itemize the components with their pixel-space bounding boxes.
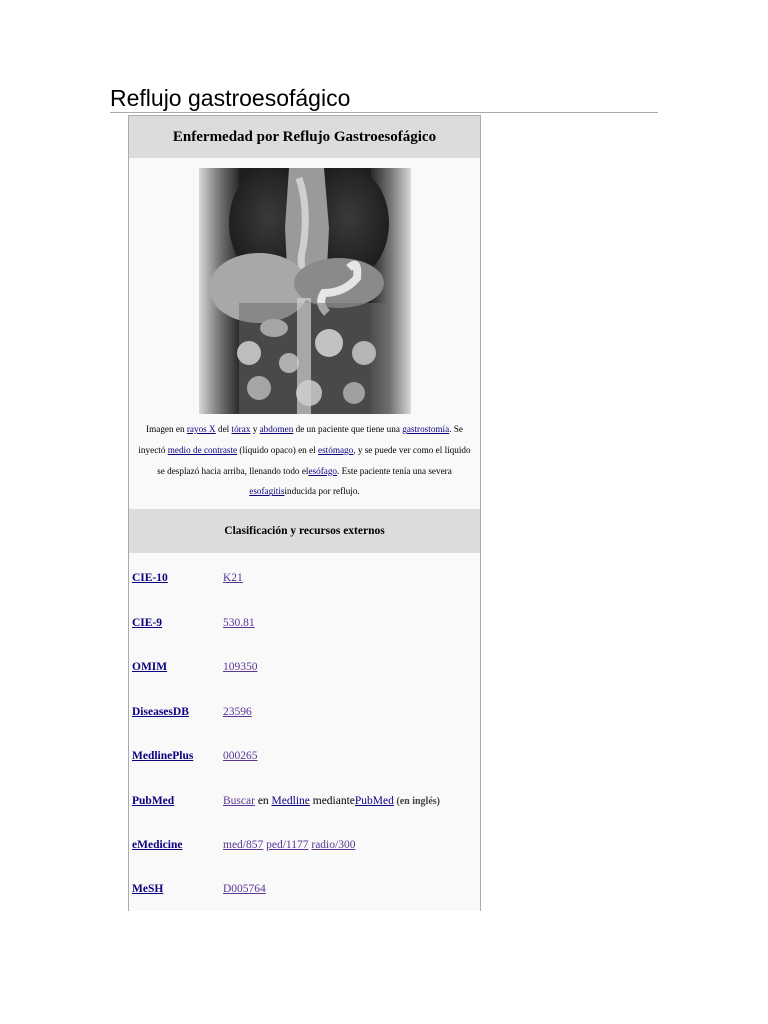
value-medlineplus-link[interactable]: 000265 [223,750,258,762]
label-emedicine-link[interactable]: eMedicine [132,839,183,851]
caption-text: y [250,424,260,434]
caption-text: . Se inyectó [138,424,463,455]
row-diseasesdb [129,706,480,726]
row-cie-10 [129,572,480,592]
caption-text: . Este paciente tenía una severa [337,465,452,476]
link-rayos-x[interactable]: rayos X [186,424,216,434]
emedicine-med-link[interactable]: med/857 [223,839,264,851]
value-cie-9-link[interactable]: 530.81 [223,617,255,629]
link-medio-de-contraste[interactable]: medio de contraste [167,444,238,455]
section-header-classification: Clasificación y recursos externos [129,509,480,553]
label-cie-9-link[interactable]: CIE-9 [132,617,163,629]
link-abdomen[interactable]: abdomen [259,424,294,434]
caption-text: de un paciente que tiene una [293,424,403,434]
row-medlineplus [129,750,480,770]
buscar-link[interactable]: Buscar [223,795,255,807]
xray-image[interactable] [199,168,411,414]
link-esofago[interactable]: esófago [308,465,338,476]
value-omim-link[interactable]: 109350 [223,661,258,673]
pubmed-text-mediante: mediante [309,795,355,807]
pubmed-link[interactable]: PubMed [354,795,394,807]
label-omim-link[interactable]: OMIM [132,661,168,673]
emedicine-ped-link[interactable]: ped/1177 [266,839,309,851]
link-gastrostomia[interactable]: gastrostomía [402,424,450,434]
image-caption [135,419,474,502]
caption-text: (líquido opaco) en el [237,444,319,455]
row-pubmed [129,795,480,815]
medline-link[interactable]: Medline [271,795,310,807]
link-esofagitis[interactable]: esofagitis [249,486,285,497]
row-mesh [129,883,480,903]
label-mesh-link[interactable]: MeSH [132,883,164,895]
label-medlineplus-link[interactable]: MedlinePlus [132,750,194,762]
row-cie-9 [129,617,480,637]
row-emedicine [129,839,480,859]
caption-text: , y se puede ver como el líquido se desplazó hacia arriba, llenando todo el [157,444,471,476]
caption-text: inducida por reflujo. [284,486,360,497]
value-mesh-link[interactable]: D005764 [223,883,266,895]
title-divider [110,112,658,113]
value-pubmed [223,795,440,807]
infobox-header: Enfermedad por Reflujo Gastroesofágico [129,116,480,158]
label-cie-10-link[interactable]: CIE-10 [132,572,168,584]
caption-text: del [215,424,232,434]
link-torax[interactable]: tórax [231,424,251,434]
pubmed-text-en: en [254,795,272,807]
emedicine-radio-link[interactable]: radio/300 [311,839,356,851]
value-emedicine [223,839,355,851]
xray-illustration [199,168,411,414]
value-cie-10-link[interactable]: K21 [223,572,243,584]
caption-text: Imagen en [146,424,187,434]
label-pubmed-link[interactable]: PubMed [132,795,175,807]
row-omim [129,661,480,681]
page-title: Reflujo gastroesofágico [110,85,351,111]
link-estomago[interactable]: estómago [318,444,354,455]
label-diseasesdb-link[interactable]: DiseasesDB [132,706,189,718]
infobox [128,115,481,911]
value-diseasesdb-link[interactable]: 23596 [223,706,252,718]
language-note: (en inglés) [393,796,440,807]
